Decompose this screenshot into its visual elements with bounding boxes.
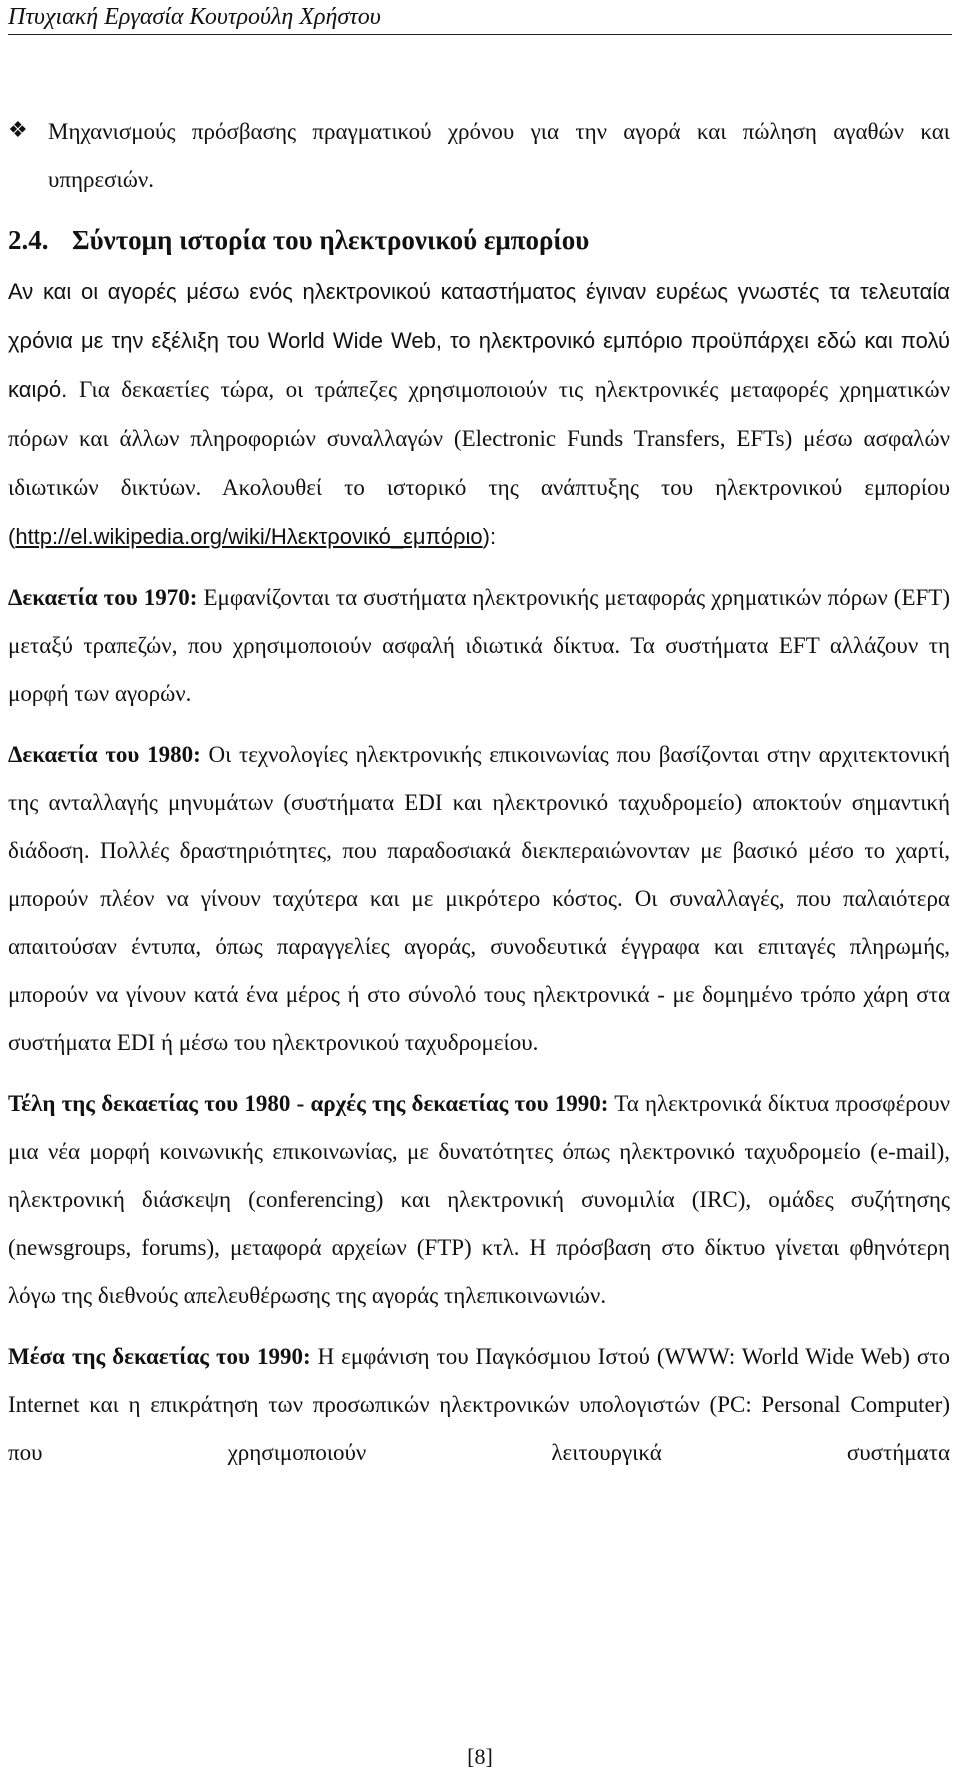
- decade-label-1970: Δεκαετία του 1970:: [8, 585, 198, 610]
- intro-paragraph: [8, 267, 950, 561]
- bullet-text: Μηχανισμούς πρόσβασης πραγματικού χρόνου για την αγορά και πώληση αγαθών και υπηρεσιών.: [48, 119, 950, 192]
- decade-label-late-1980: Τέλη της δεκαετίας του 1980 - αρχές της δεκαετίας του 1990:: [8, 1091, 609, 1116]
- intro-text-serif: Για δεκαετίες τώρα, οι τράπεζες χρησιμοποιούν τις ηλεκτρονικές μεταφορές χρηματικών πόρων και άλλων πληροφοριών συναλλαγών (Electronic Funds Transfers, EFTs) μέσω ασφαλών ιδιωτικών δικτύων. Ακολουθεί το ιστορικό της ανάπτυξης του ηλεκτρονικού εμπορίου: [8, 377, 950, 500]
- link-open: (: [8, 524, 16, 549]
- page-content: [8, 108, 950, 1477]
- page-number: [8]: [467, 1744, 493, 1769]
- paragraph-text-1990: Η εμφάνιση του Παγκόσμιου Ιστού (WWW: World Wide Web) στο Internet και η επικράτηση των προσωπικών ηλεκτρονικών υπολογιστών (PC: Personal Computer) που χρησιμοποιούν λειτουργικά συστήματα: [8, 1344, 950, 1465]
- decade-label-1980: Δεκαετία του 1980:: [8, 742, 201, 767]
- paragraph-late-1980s: [8, 1080, 950, 1320]
- section-heading: [8, 223, 950, 257]
- wikipedia-link[interactable]: http://el.wikipedia.org/wiki/Ηλεκτρονικό_εμπόριο: [15, 524, 483, 549]
- bullet-item: [8, 108, 950, 204]
- paragraph-text-1970: Εμφανίζονται τα συστήματα ηλεκτρονικής μεταφοράς χρηματικών πόρων (EFT) μεταξύ τραπεζών, που χρησιμοποιούν ασφαλή ιδιωτικά δίκτυα. Τα συστήματα EFT αλλάζουν τη μορφή των αγορών.: [8, 585, 950, 706]
- running-header: Πτυχιακή Εργασία Κουτρούλη Χρήστου: [8, 2, 952, 35]
- intro-text: Αν και οι αγορές μέσω ενός ηλεκτρονικού καταστήματος έγιναν ευρέως γνωστές τα τελευταία χρόνια με την εξέλιξη του World Wide Web, το ηλεκτρονικό εμπόριο προϋπάρχει εδώ και πολύ καιρό.: [8, 279, 950, 402]
- diamond-bullet-icon: ❖: [8, 117, 28, 142]
- section-number: 2.4.: [8, 225, 49, 255]
- paragraph-mid-1990s: [8, 1333, 950, 1477]
- paragraph-1970s: [8, 574, 950, 718]
- paragraph-text-1980: Οι τεχνολογίες ηλεκτρονικής επικοινωνίας που βασίζονται στην αρχιτεκτονική της ανταλλαγής μηνυμάτων (συστήματα EDI και ηλεκτρονικό ταχυδρομείο) αποκτούν σημαντική διάδοση. Πολλές δραστηριότητες, που παραδοσιακά διεκπεραιώνονταν με βασικό μέσο το χαρτί, μπορούν πλέον να γίνουν ταχύτερα και με μικρότερο κόστος. Οι συναλλαγές, που παλαιότερα απαιτούσαν έντυπα, όπως παραγγελίες αγοράς, συνοδευτικά έγγραφα και επιταγές πληρωμής, μπορούν να γίνουν κατά ένα μέρος ή στο σύνολό τους ηλεκτρονικά - με δομημένο τρόπο χάρη στα συστήματα EDI ή μέσω του ηλεκτρονικού ταχυδρομείου.: [8, 742, 950, 1055]
- decade-label-1990: Μέσα της δεκαετίας του 1990:: [8, 1344, 311, 1369]
- paragraph-text-late-1980: Τα ηλεκτρονικά δίκτυα προσφέρουν μια νέα μορφή κοινωνικής επικοινωνίας, με δυνατότητες όπως ηλεκτρονικό ταχυδρομείο (e-mail), ηλεκτρονική διάσκεψη (conferencing) και ηλεκτρονική συνομιλία (IRC), ομάδες συζήτησης (newsgroups, forums), μεταφορά αρχείων (FTP) κτλ. Η πρόσβαση στο δίκτυο γίνεται φθηνότερη λόγω της διεθνούς απελευθέρωσης της αγοράς τηλεπικοινωνιών.: [8, 1091, 950, 1308]
- section-title: Σύντομη ιστορία του ηλεκτρονικού εμπορίου: [72, 225, 590, 255]
- link-close: ):: [482, 524, 497, 549]
- paragraph-1980s: [8, 731, 950, 1067]
